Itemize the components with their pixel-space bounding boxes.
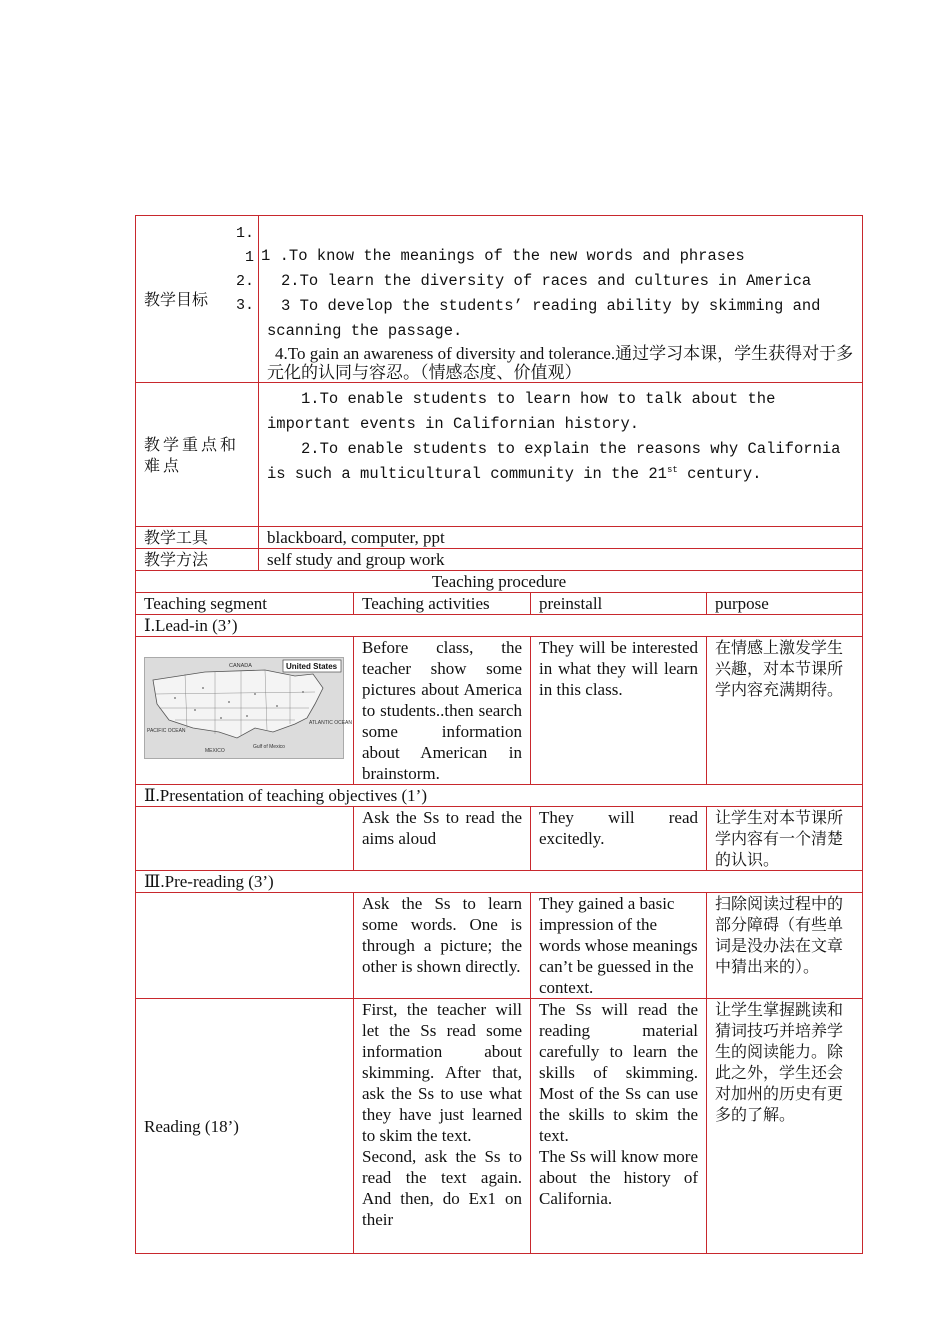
presentation-purpose: 让学生对本节课所学内容有一个清楚的认识。 xyxy=(707,807,863,871)
lead-in-preinstall: They will be interested in what they will learn in this class. xyxy=(531,637,707,785)
map-label-mexico: MEXICO xyxy=(205,748,225,754)
key-points-row xyxy=(136,383,863,527)
us-map-image xyxy=(144,657,352,759)
tools-row xyxy=(136,527,863,549)
pre-reading-purpose: 扫除阅读过程中的部分障碍（有些单词是没办法在文章中猜出来的）。 xyxy=(707,893,863,999)
tools-label: 教学工具 xyxy=(136,527,259,549)
reading-row xyxy=(136,999,863,1254)
key-point-1: 1.To enable students to learn how to talk about the important events in Californian history. xyxy=(267,390,776,433)
procedure-title: Teaching procedure xyxy=(136,571,863,593)
objectives-row xyxy=(136,216,863,383)
objectives-label: 教学目标 xyxy=(144,289,209,309)
presentation-preinstall: They will read excitedly. xyxy=(531,807,707,871)
objective-1-prefix: 1 . xyxy=(261,247,289,265)
section-pre-reading: Ⅲ.Pre-reading (3’) xyxy=(136,871,863,893)
key-points-content xyxy=(259,383,863,527)
list-marker: 2. xyxy=(235,273,254,290)
list-marker: 1. xyxy=(235,225,254,242)
pre-reading-activity: Ask the Ss to learn some words. One is through a picture; the other is shown directly. xyxy=(354,893,531,999)
header-purpose: purpose xyxy=(707,593,863,615)
reading-activity-cell xyxy=(354,999,531,1254)
lead-in-purpose: 在情感上激发学生兴趣，对本节课所学内容充满期待。 xyxy=(707,637,863,785)
procedure-title-row xyxy=(136,571,863,593)
pre-reading-segment-cell xyxy=(136,893,354,999)
methods-label: 教学方法 xyxy=(136,549,259,571)
reading-preinstall-2: The Ss will know more about the history of California. xyxy=(539,1147,698,1208)
header-preinstall: preinstall xyxy=(531,593,707,615)
reading-preinstall-1: The Ss will read the reading material carefully to learn the skills of skimming. Most of the Ss can use the skills to skim the text. xyxy=(539,1000,698,1145)
tools-value: blackboard, computer, ppt xyxy=(259,527,863,549)
map-title: United States xyxy=(286,662,338,671)
methods-row xyxy=(136,549,863,571)
key-point-2-sup: st xyxy=(666,464,678,475)
pre-reading-row xyxy=(136,893,863,999)
key-point-2-end: century. xyxy=(687,465,762,483)
section-row xyxy=(136,785,863,807)
objectives-content xyxy=(259,216,863,383)
methods-value: self study and group work xyxy=(259,549,863,571)
us-map-graphic xyxy=(145,658,352,758)
section-row xyxy=(136,615,863,637)
presentation-activity: Ask the Ss to read the aims aloud xyxy=(354,807,531,871)
section-presentation: Ⅱ.Presentation of teaching objectives (1’) xyxy=(136,785,863,807)
presentation-row xyxy=(136,807,863,871)
map-label-gulf: Gulf of Mexico xyxy=(253,744,285,750)
reading-segment: Reading (18’) xyxy=(136,999,354,1254)
objectives-label-cell xyxy=(136,216,259,383)
key-point-2: 2.To enable students to explain the reasons why California is such a multicultural community in the 21 xyxy=(267,440,841,483)
key-points-label: 教学重点和难点 xyxy=(136,383,259,527)
objective-2: 2.To learn the diversity of races and cultures in America xyxy=(281,272,812,290)
procedure-header-row xyxy=(136,593,863,615)
map-label-pacific: PACIFIC OCEAN xyxy=(147,728,186,734)
pre-reading-preinstall: They gained a basic impression of the words whose meanings can’t be guessed in the context. xyxy=(531,893,707,999)
reading-purpose: 让学生掌握跳读和猜词技巧并培养学生的阅读能力。除此之外，学生还会对加州的历史有更多的了解。 xyxy=(707,999,863,1254)
section-row xyxy=(136,871,863,893)
reading-preinstall-cell xyxy=(531,999,707,1254)
lesson-plan-table xyxy=(135,215,863,1254)
header-segment: Teaching segment xyxy=(136,593,354,615)
reading-activity-2: Second, ask the Ss to read the text again. And then, do Ex1 on their xyxy=(362,1147,522,1229)
header-activities: Teaching activities xyxy=(354,593,531,615)
presentation-segment-cell xyxy=(136,807,354,871)
lead-in-activity: Before class, the teacher show some pictures about America to students..then search some information about American in brainstorm. xyxy=(354,637,531,785)
section-lead-in: Ⅰ.Lead-in (3’) xyxy=(136,615,863,637)
reading-activity-1: First, the teacher will let the Ss read some information about skimming. After that, ask the Ss to use what they have just learned to skim the text. xyxy=(362,1000,522,1145)
lead-in-row xyxy=(136,637,863,785)
map-label-canada: CANADA xyxy=(229,663,252,669)
lead-in-segment-cell xyxy=(136,637,354,785)
map-label-atlantic: ATLANTIC OCEAN xyxy=(309,720,352,726)
list-marker: 1 xyxy=(244,249,254,266)
list-marker: 3. xyxy=(235,297,254,314)
objectives-list-markers xyxy=(236,222,254,318)
objective-4: 4.To gain an awareness of diversity and tolerance.通过学习本课，学生获得对于多元化的认同与容忍。（情感态度、价值观） xyxy=(267,344,854,382)
objective-3: 3 To develop the students’ reading ability by skimming and scanning the passage. xyxy=(267,297,821,340)
objective-1: To know the meanings of the new words and phrases xyxy=(288,247,745,265)
